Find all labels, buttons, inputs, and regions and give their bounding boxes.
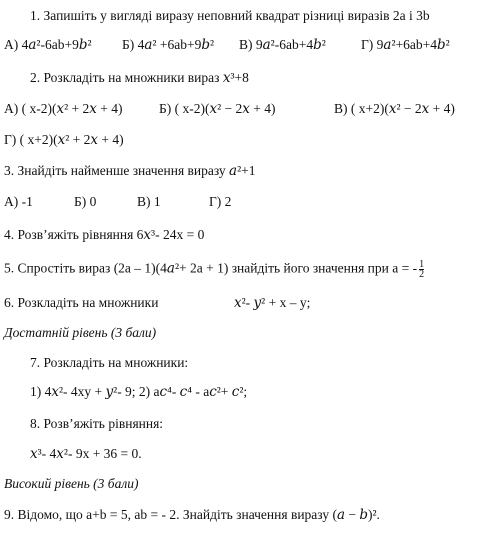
fraction-denominator: 2 <box>419 269 425 280</box>
question-8-title: 8. Розв’яжіть рівняння: <box>30 416 164 431</box>
level-high-heading: Високий рівень (3 бали) <box>4 476 139 491</box>
question-9: 9. Відомо, що a+b = 5, ab = - 2. Знайдіть значення виразу (𝑎 − 𝑏)². <box>4 507 380 522</box>
question-1-option-a: А) 4𝑎²-6ab+9𝑏² <box>4 37 92 52</box>
question-2-option-b: Б) ( x-2)(𝑥² − 2𝑥 + 4) <box>159 101 276 116</box>
question-2-title: 2. Розкладіть на множники вираз 𝑥³+8 <box>30 70 249 85</box>
question-3-option-d: Г) 2 <box>209 194 232 209</box>
question-5-text: 5. Спростіть вираз (2a – 1)(4𝑎²+ 2a + 1) знайдіть його значення при a = - <box>4 260 418 276</box>
question-1-title: 1. Запишіть у вигляді виразу неповний квадрат різниці виразів 2а і 3b <box>30 8 430 23</box>
question-3-option-c: В) 1 <box>137 194 161 209</box>
question-1-option-c: В) 9𝑎²-6ab+4𝑏² <box>239 37 326 52</box>
question-4: 4. Розв’яжіть рівняння 6𝑥³- 24x = 0 <box>4 227 205 242</box>
question-3-options <box>4 194 500 210</box>
question-7-title: 7. Розкладіть на множники: <box>30 355 189 370</box>
question-2-option-c: В) ( x+2)(𝑥² − 2𝑥 + 4) <box>334 101 455 116</box>
question-8-equation: 𝑥³- 4𝑥²- 9x + 36 = 0. <box>30 446 142 461</box>
question-2-option-a: А) ( x-2)(𝑥² + 2𝑥 + 4) <box>4 101 123 116</box>
question-1-option-b: Б) 4𝑎² +6ab+9𝑏² <box>122 37 215 52</box>
question-3-option-b: Б) 0 <box>74 194 97 209</box>
question-5 <box>4 260 500 279</box>
question-2-option-d: Г) ( x+2)(𝑥² + 2𝑥 + 4) <box>4 132 124 147</box>
question-6-expression: 𝑥²- 𝑦² + x – y; <box>234 295 311 310</box>
question-5-fraction <box>419 260 424 279</box>
question-6 <box>4 295 500 311</box>
question-1-options <box>4 37 500 53</box>
question-1-option-d: Г) 9𝑎²+6ab+4𝑏² <box>361 37 450 52</box>
question-7-items: 1) 4𝑥²- 4xy + 𝑦²- 9; 2) a𝑐⁴- 𝑐⁴ - a𝑐²+ 𝑐²; <box>30 384 248 399</box>
question-6-label: 6. Розкладіть на множники <box>4 295 159 310</box>
question-3-option-a: А) -1 <box>4 194 33 209</box>
fraction-numerator: 1 <box>419 259 425 270</box>
question-3-title: 3. Знайдіть найменше значення виразу 𝑎²+1 <box>4 163 256 178</box>
question-2-options <box>4 101 500 117</box>
level-sufficient-heading: Достатній рівень (3 бали) <box>4 325 157 340</box>
